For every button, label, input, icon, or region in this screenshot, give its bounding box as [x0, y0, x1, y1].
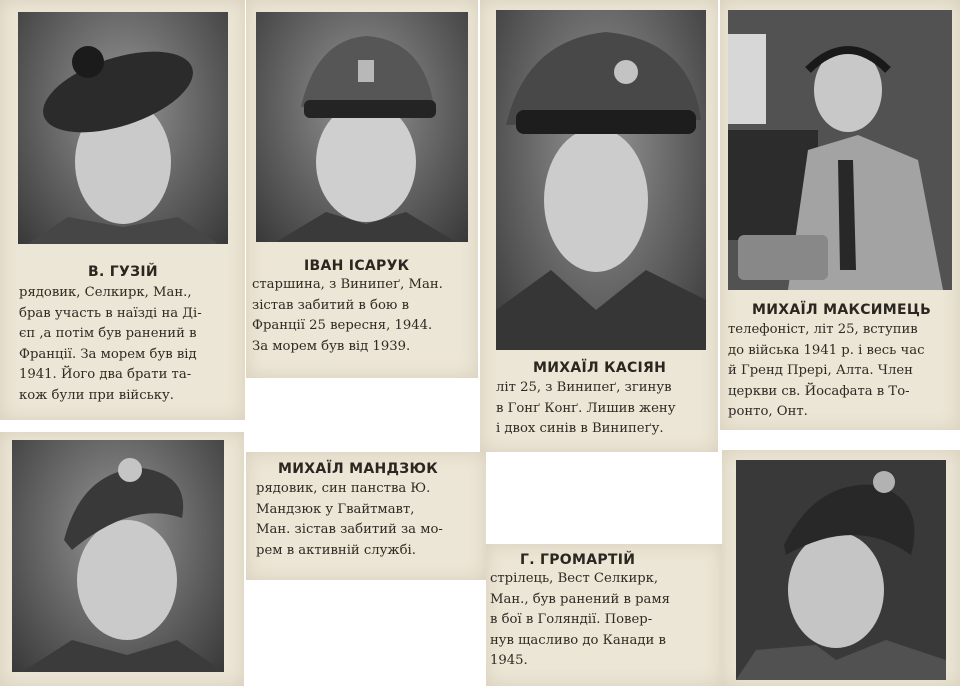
- bio-kasiyan: літ 25, з Винипеґ, згинув в Гонґ Конґ. Лишив жену і двох синів в Винипеґу.: [496, 380, 676, 436]
- name-isaruk: ІВАН ІСАРУК: [304, 258, 410, 274]
- bio-mandziuk: рядовик, син панства Ю. Мандзюк у Гвайтмавт, Ман. зістав забитий за мо- рем в активній службі.: [256, 481, 443, 558]
- bio-isaruk: старшина, з Винипеґ, Ман. зістав забитий в бою в Франції 25 вересня, 1944. За морем був від 1939.: [252, 277, 443, 354]
- bio-maksymets: телефоніст, літ 25, вступив до війська 1941 р. і весь час й Гренд Прері, Алта. Член церкви св. Йосафата в То- ронто, Онт.: [728, 322, 925, 419]
- name-hromartiy: Г. ГРОМАРТІЙ: [520, 552, 636, 568]
- name-maksymets: МИХАЇЛ МАКСИМЕЦЬ: [752, 302, 932, 318]
- name-guziy: В. ГУЗІЙ: [88, 264, 158, 280]
- name-kasiyan: МИХАЇЛ КАСІЯН: [533, 360, 667, 376]
- name-mandziuk: МИХАЇЛ МАНДЗЮК: [278, 461, 438, 477]
- portrait-photo-kasiyan: [496, 10, 706, 350]
- bio-hromartiy: стрілець, Вест Селкирк, Ман., був ранений в рамя в бої в Голяндії. Повер- нув щасливо до Канади в 1945.: [490, 571, 671, 668]
- portrait-photo-guziy: [18, 12, 228, 244]
- photo-maksymets-telephone: [728, 10, 952, 290]
- bio-guziy: рядовик, Селкирк, Ман., брав участь в наїзді на Ді- єп ,а потім був ранений в Франції. За морем був від 1941. Його два брати та- кож були при війську.: [19, 285, 202, 403]
- portrait-photo-isaruk: [256, 12, 468, 242]
- portrait-photo-mandziuk: [12, 440, 224, 672]
- portrait-photo-bottom-right: [736, 460, 946, 680]
